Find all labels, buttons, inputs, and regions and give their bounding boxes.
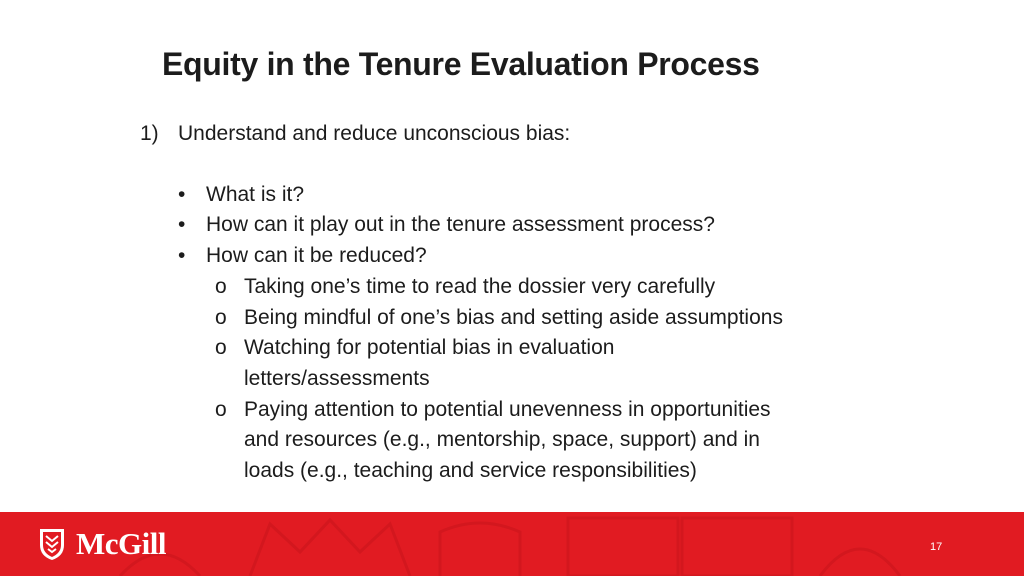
sub-bullet-text: letters/assessments: [244, 367, 430, 390]
sub-bullet-marker: o: [215, 336, 227, 359]
mcgill-crest-icon: [38, 527, 66, 561]
sub-bullet-text: loads (e.g., teaching and service responsibilities): [244, 459, 697, 482]
sub-bullet-marker: o: [215, 275, 227, 298]
brand-name: McGill: [76, 526, 166, 561]
sub-bullet-text: Paying attention to potential unevenness in opportunities: [244, 398, 771, 421]
sub-bullet-text: Watching for potential bias in evaluation: [244, 336, 615, 359]
sub-bullet-marker: o: [215, 306, 227, 329]
sub-bullet-marker: o: [215, 398, 227, 421]
page-number: 17: [930, 541, 943, 553]
sub-bullet-text: Being mindful of one’s bias and setting aside assumptions: [244, 306, 783, 329]
numbered-item: [140, 120, 571, 148]
bullet-item: [178, 211, 715, 239]
sub-bullet-continuation: [244, 365, 430, 393]
sub-bullet-continuation: [244, 457, 697, 485]
sub-bullet-item: [215, 304, 783, 332]
sub-bullet-item: [215, 273, 716, 301]
bullet-text: How can it play out in the tenure assessment process?: [206, 213, 715, 236]
bullet-item: [178, 181, 305, 209]
bullet-marker: •: [178, 183, 186, 206]
slide-title: Equity in the Tenure Evaluation Process: [162, 46, 760, 82]
bullet-marker: •: [178, 244, 186, 267]
sub-bullet-continuation: [244, 426, 760, 454]
bullet-marker: •: [178, 213, 186, 236]
sub-bullet-text: and resources (e.g., mentorship, space, support) and in: [244, 428, 760, 451]
mcgill-logo: [38, 524, 166, 564]
bullet-text: What is it?: [206, 183, 305, 206]
bullet-item: [178, 242, 427, 270]
sub-bullet-item: [215, 334, 615, 362]
list-item-text: Understand and reduce unconscious bias:: [178, 122, 571, 145]
list-number: 1): [140, 122, 159, 145]
sub-bullet-text: Taking one’s time to read the dossier very carefully: [244, 275, 716, 298]
sub-bullet-item: [215, 396, 771, 424]
bullet-text: How can it be reduced?: [206, 244, 427, 267]
